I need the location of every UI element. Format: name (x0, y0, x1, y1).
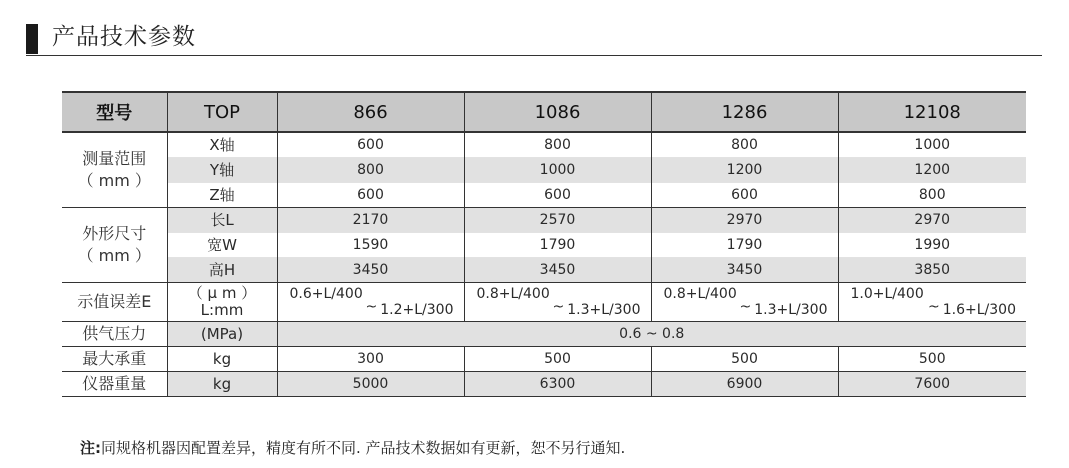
air-pressure-value: 0.6 ~ 0.8 (277, 322, 1026, 347)
table-cell: 2970 (651, 208, 838, 233)
row-label: 仪器重量 (62, 372, 167, 397)
table-cell: 1200 (651, 158, 838, 183)
table-cell: 600 (464, 183, 651, 208)
table-cell: 500 (464, 347, 651, 372)
table-cell: 600 (277, 132, 464, 158)
error-unit-length: L:mm (200, 301, 244, 319)
error-value-end: 1.3+L/300 (567, 302, 641, 318)
tilde-glyph: ~ (928, 299, 940, 315)
error-value-end: 1.3+L/300 (754, 302, 828, 318)
header-row (62, 92, 1026, 132)
spec-table (62, 91, 1026, 397)
row-label: 宽W (167, 233, 277, 258)
row-label: Z轴 (167, 183, 277, 208)
category-unit: （ mm ） (77, 171, 151, 190)
error-value-start: 0.8+L/400 (476, 286, 550, 302)
row-unit: kg (167, 372, 277, 397)
table-cell: 600 (651, 183, 838, 208)
header-cell: 1086 (464, 92, 651, 132)
table-cell: 1200 (838, 158, 1026, 183)
table-cell: 5000 (277, 372, 464, 397)
table-cell: 800 (277, 158, 464, 183)
row-label: X轴 (167, 132, 277, 158)
error-value-end: 1.2+L/300 (380, 302, 454, 318)
category-unit: （ mm ） (77, 246, 151, 265)
row-label: 示值误差E (62, 283, 167, 322)
tilde-glyph: ~ (552, 299, 565, 315)
table-row (62, 158, 1026, 183)
table-cell: 3450 (277, 258, 464, 283)
title-divider (26, 55, 1042, 56)
footnote-prefix: 注: (80, 439, 101, 457)
footnote (80, 437, 625, 458)
table-cell: 1000 (464, 158, 651, 183)
row-label: 供气压力 (62, 322, 167, 347)
table-cell: 7600 (838, 372, 1026, 397)
row-label: 最大承重 (62, 347, 167, 372)
error-unit-cell (167, 283, 277, 322)
error-cell (838, 283, 1026, 322)
table-cell: 500 (838, 347, 1026, 372)
error-cell (277, 283, 464, 322)
table-row (62, 132, 1026, 158)
table-cell: 3450 (651, 258, 838, 283)
table-cell: 500 (651, 347, 838, 372)
error-cell (464, 283, 651, 322)
table-cell: 800 (838, 183, 1026, 208)
header-cell: 1286 (651, 92, 838, 132)
table-row (62, 208, 1026, 233)
table-row (62, 283, 1026, 322)
table-row (62, 183, 1026, 208)
error-value-start: 1.0+L/400 (850, 286, 924, 302)
table-cell: 1000 (838, 132, 1026, 158)
table-cell: 2970 (838, 208, 1026, 233)
error-unit: （ μ m ） (187, 284, 257, 302)
header-cell: 866 (277, 92, 464, 132)
category-dimensions (62, 208, 167, 283)
header-cell: 12108 (838, 92, 1026, 132)
table-cell: 3850 (838, 258, 1026, 283)
error-value-end: 1.6+L/300 (942, 302, 1016, 318)
table-cell: 300 (277, 347, 464, 372)
table-cell: 2570 (464, 208, 651, 233)
table-cell: 1590 (277, 233, 464, 258)
table-cell: 1790 (464, 233, 651, 258)
row-label: 高H (167, 258, 277, 283)
table-cell: 1990 (838, 233, 1026, 258)
table-cell: 1790 (651, 233, 838, 258)
header-cell: TOP (167, 92, 277, 132)
table-row (62, 233, 1026, 258)
error-value-start: 0.8+L/400 (663, 286, 737, 302)
error-value-start: 0.6+L/400 (289, 286, 363, 302)
title-marker (26, 24, 38, 54)
page-title: 产品技术参数 (52, 24, 196, 50)
table-cell: 6900 (651, 372, 838, 397)
table-cell: 600 (277, 183, 464, 208)
footnote-text: 同规格机器因配置差异，精度有所不同. 产品技术数据如有更新，恕不另行通知. (101, 439, 626, 457)
header-cell: 型号 (62, 92, 167, 132)
table-cell: 3450 (464, 258, 651, 283)
table-row (62, 322, 1026, 347)
category-measure-range (62, 132, 167, 208)
category-label: 测量范围 (82, 149, 147, 168)
tilde-glyph: ~ (739, 299, 752, 315)
row-label: Y轴 (167, 158, 277, 183)
row-label: 长L (167, 208, 277, 233)
table-cell: 800 (464, 132, 651, 158)
category-label: 外形尺寸 (82, 224, 147, 243)
tilde-glyph: ~ (365, 299, 378, 315)
table-cell: 800 (651, 132, 838, 158)
table-cell: 2170 (277, 208, 464, 233)
table-row (62, 372, 1026, 397)
error-cell (651, 283, 838, 322)
table-row (62, 258, 1026, 283)
row-unit: (MPa) (167, 322, 277, 347)
table-row (62, 347, 1026, 372)
row-unit: kg (167, 347, 277, 372)
table-cell: 6300 (464, 372, 651, 397)
